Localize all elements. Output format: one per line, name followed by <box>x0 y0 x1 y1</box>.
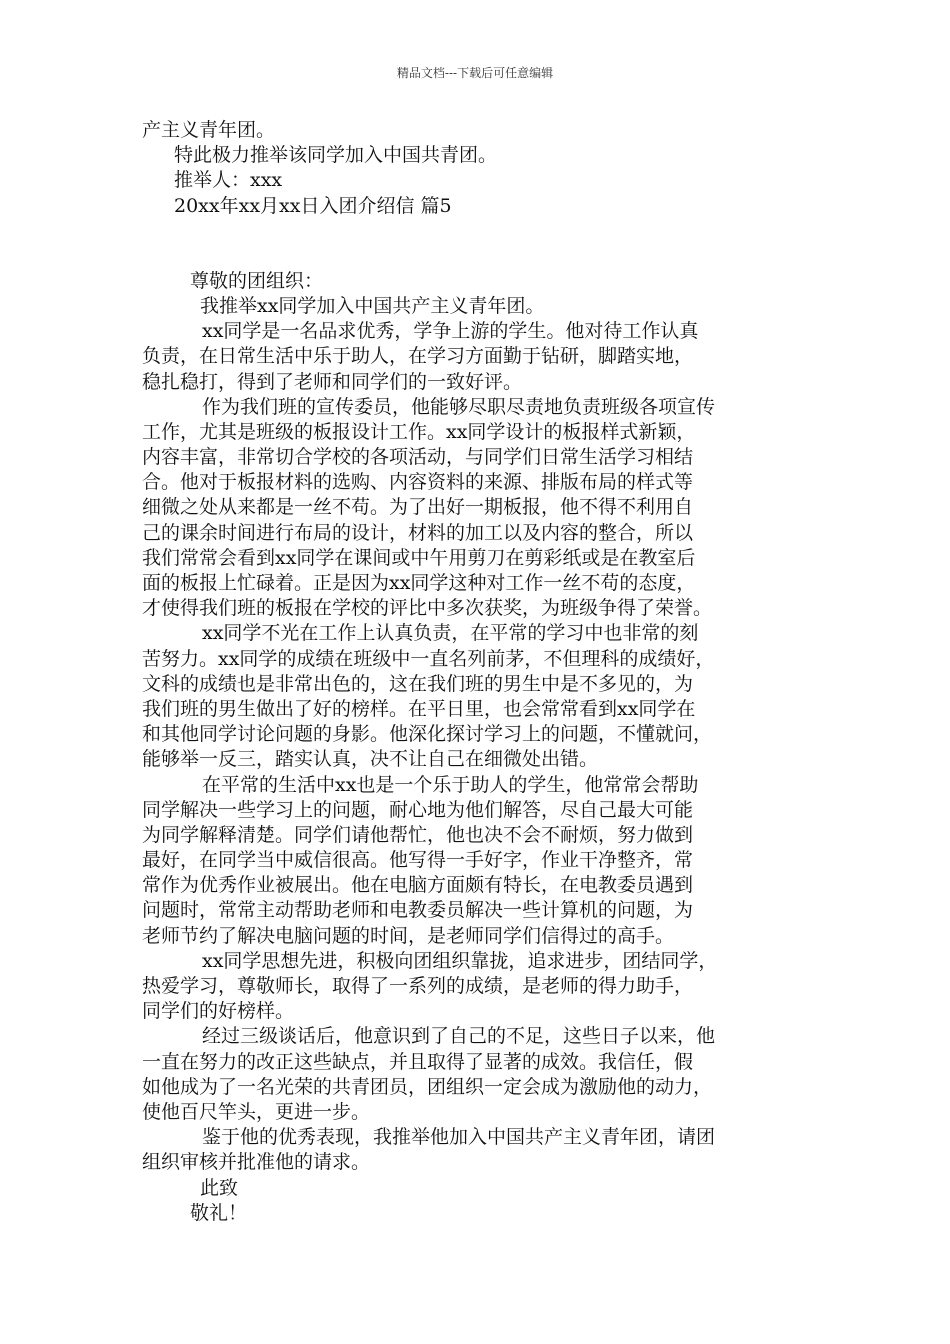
text-line: 我们常常会看到xx同学在课间或中午用剪刀在剪彩纸或是在教室后 <box>142 546 696 569</box>
text-line: 敬礼！ <box>190 1201 248 1224</box>
text-line: 鉴于他的优秀表现，我推举他加入中国共产主义青年团，请团 <box>202 1126 716 1149</box>
text-line: 同学们的好榜样。 <box>142 1000 295 1023</box>
text-line: 我推举xx同学加入中国共产主义青年团。 <box>200 294 545 317</box>
text-line: 常作为优秀作业被展出。他在电脑方面颇有特长，在电教委员遇到 <box>142 874 694 897</box>
text-line: 经过三级谈话后，他意识到了自己的不足，这些日子以来，他 <box>202 1025 716 1048</box>
text-line: 特此极力推举该同学加入中国共青团。 <box>174 144 498 167</box>
text-line: 和其他同学讨论问题的身影。他深化探讨学习上的问题，不懂就问， <box>142 723 713 746</box>
text-line: 负责，在日常生活中乐于助人，在学习方面勤于钻研，脚踏实地， <box>142 345 694 368</box>
text-line: 老师节约了解决电脑问题的时间，是老师同学们信得过的高手。 <box>142 924 675 947</box>
text-line: 作为我们班的宣传委员，他能够尽职尽责地负责班级各项宣传 <box>202 395 716 418</box>
text-line: 20xx年xx月xx日入团介绍信 篇5 <box>174 194 452 217</box>
text-line: 如他成为了一名光荣的共青团员，团组织一定会成为激励他的动力， <box>142 1075 713 1098</box>
page-header: 精品文档---下载后可任意编辑 <box>396 66 554 80</box>
section-gap <box>142 219 822 269</box>
text-line: 合。他对于板报材料的选购、内容资料的来源、排版布局的样式等 <box>142 471 694 494</box>
text-line: 问题时，常常主动帮助老师和电教委员解决一些计算机的问题，为 <box>142 899 694 922</box>
text-line: 面的板报上忙碌着。正是因为xx同学这种对工作一丝不苟的态度， <box>142 572 696 594</box>
text-line: 细微之处从来都是一丝不苟。为了出好一期板报，他不得不利用自 <box>142 496 694 519</box>
text-line: 内容丰富，非常切合学校的各项活动，与同学们日常生活学习相结 <box>142 446 694 469</box>
text-line: 热爱学习，尊敬师长，取得了一系列的成绩，是老师的得力助手， <box>142 975 694 997</box>
text-line: 尊敬的团组织： <box>190 269 324 292</box>
text-line: 我们班的男生做出了好的榜样。在平日里，也会常常看到xx同学在 <box>142 697 696 720</box>
text-line: 才使得我们班的板报在学校的评比中多次获奖，为班级争得了荣誉。 <box>142 597 713 620</box>
text-line: 稳扎稳打，得到了老师和同学们的一致好评。 <box>142 370 523 393</box>
letter-body <box>142 118 822 1226</box>
text-line: 在平常的生活中xx也是一个乐于助人的学生，他常常会帮助 <box>202 773 699 796</box>
text-line: 一直在努力的改正这些缺点，并且取得了显著的成效。我信任，假 <box>142 1050 694 1073</box>
text-line: 推举人：xxx <box>174 169 283 192</box>
text-line: 能够举一反三，踏实认真，决不让自己在细微处出错。 <box>142 748 599 771</box>
text-line: 最好，在同学当中威信很高。他写得一手好字，作业干净整齐，常 <box>142 849 694 872</box>
text-line: xx同学思想先进，积极向团组织靠拢，追求进步，团结同学， <box>202 949 718 972</box>
text-line: 同学解决一些学习上的问题，耐心地为他们解答，尽自己最大可能 <box>142 798 694 821</box>
text-line: 组织审核并批准他的请求。 <box>142 1151 371 1174</box>
text-line: 文科的成绩也是非常出色的，这在我们班的男生中是不多见的，为 <box>142 672 694 695</box>
text-line: 使他百尺竿头，更进一步。 <box>142 1100 371 1123</box>
text-line: 产主义青年团。 <box>142 119 276 141</box>
text-line: 己的课余时间进行布局的设计，材料的加工以及内容的整合，所以 <box>142 521 694 544</box>
text-line: xx同学是一名品求优秀，学争上游的学生。他对待工作认真 <box>202 320 699 343</box>
text-line: 为同学解释清楚。同学们请他帮忙，他也决不会不耐烦，努力做到 <box>142 823 694 846</box>
text-line: 苦努力。xx同学的成绩在班级中一直名列前茅，不但理科的成绩好， <box>142 647 715 670</box>
text-line: xx同学不光在工作上认真负责，在平常的学习中也非常的刻 <box>202 622 699 645</box>
text-line: 工作，尤其是班级的板报设计工作。xx同学设计的板报样式新颖， <box>142 420 696 443</box>
text-line: 此致 <box>200 1176 239 1199</box>
